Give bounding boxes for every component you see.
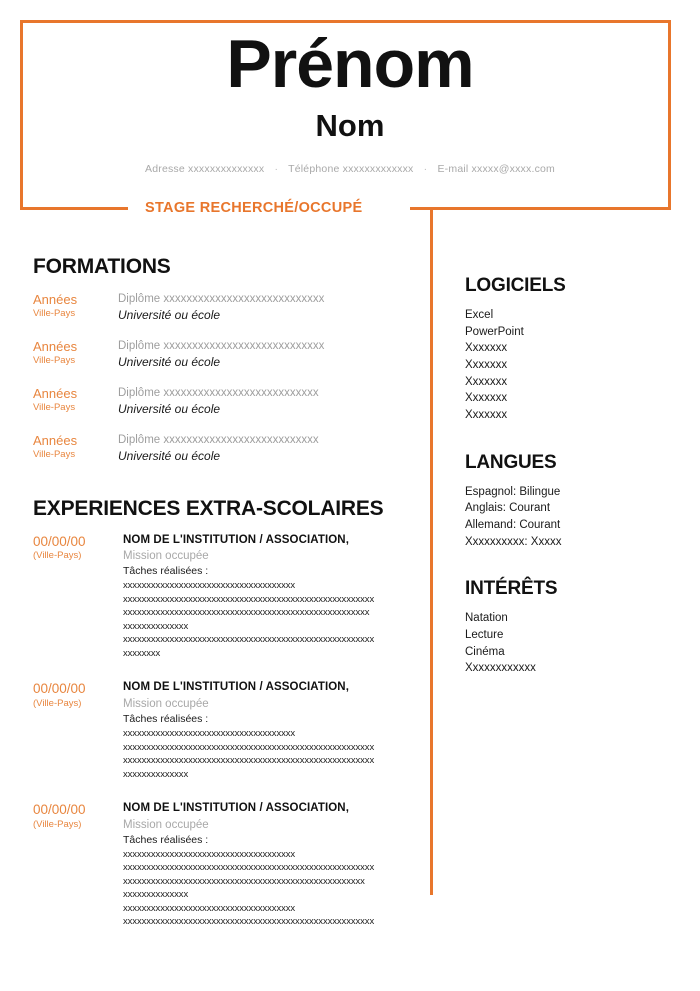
logiciel-item: Xxxxxxx [465,409,508,422]
section-title-langues: LANGUES [465,451,557,473]
formation-school: Université ou école [118,402,221,417]
experience-tasks-label: Tâches réalisées : [123,565,209,578]
interets-list [465,610,680,677]
contact-separator-2: · [423,163,428,175]
formation-school: Université ou école [118,307,221,322]
experience-task-line: xxxxxxxxxxxxxxxxxxxxxxxxxxxxxxxxxxxxxxxxxxxxxxxxxxxxxx [123,755,375,767]
experience-task-line: xxxxxxxxxxxxxxxxxxxxxxxxxxxxxxxxxxxxxxxxxxxxxxxxxxxx [123,875,365,887]
formation-years: Années [33,433,78,449]
experience-date-block [33,801,123,929]
formation-place: Ville-Pays [33,449,76,461]
langue-item: Allemand: Courant [465,519,561,532]
logiciel-item: Xxxxxxx [465,392,508,405]
first-name: Prénom [226,26,474,102]
langues-block [465,452,680,551]
experience-task-line: xxxxxxxxxxxxxxxxxxxxxxxxxxxxxxxxxxxxx [123,848,296,860]
experience-organisation: NOM DE L'INSTITUTION / ASSOCIATION, [123,681,350,694]
formation-degree: Diplôme xxxxxxxxxxxxxxxxxxxxxxxxxxxx [118,293,325,305]
formation-date-block [33,339,118,370]
experience-date: 00/00/00 [33,802,86,817]
contact-line [0,163,700,175]
formation-entry [33,339,423,370]
experience-tasks-label: Tâches réalisées : [123,833,209,846]
langue-item: Xxxxxxxxxx: Xxxxx [465,535,562,548]
experience-mission: Mission occupée [123,818,209,831]
formation-place: Ville-Pays [33,355,76,367]
experience-date-block [33,533,123,661]
formation-years: Années [33,292,78,307]
langues-list [465,484,680,551]
formation-years: Années [33,339,78,355]
section-title-logiciels: LOGICIELS [465,275,566,296]
experience-task-line: xxxxxxxxxxxxxxxxxxxxxxxxxxxxxxxxxxxxxxxxxxxxxxxxxxxxxx [123,593,375,605]
experience-mission: Mission occupée [123,550,209,563]
contact-phone: Téléphone xxxxxxxxxxxxx [288,163,414,175]
experience-task-line: xxxxxxxxxxxxxxxxxxxxxxxxxxxxxxxxxxxxxxxxxxxxxxxxxxxxxx [123,916,375,928]
logiciel-item: PowerPoint [465,325,524,338]
formation-body [118,386,423,417]
experience-entry [33,680,423,781]
experience-task-line: xxxxxxxxxxxxxxxxxxxxxxxxxxxxxxxxxxxxxxxxxxxxxxxxxxxxxx [123,634,375,646]
formation-place: Ville-Pays [33,402,76,414]
logiciel-item: Xxxxxxx [465,359,508,372]
formation-date-block [33,292,118,323]
experience-date: 00/00/00 [33,533,86,549]
headline-target-position: STAGE RECHERCHÉ/OCCUPÉ [145,200,363,216]
experience-body [123,533,423,661]
section-title-formations: FORMATIONS [33,255,171,278]
experience-task-line: xxxxxxxxxxxxxx [123,620,189,632]
experience-date: 00/00/00 [33,681,86,697]
formation-school: Université ou école [118,449,221,464]
formation-degree: Diplôme xxxxxxxxxxxxxxxxxxxxxxxxxxx [118,387,319,400]
interet-item: Cinéma [465,645,505,658]
last-name: Nom [315,108,385,143]
interets-block [465,578,680,677]
experience-task-line: xxxxxxxxxxxxxxxxxxxxxxxxxxxxxxxxxxxxx [123,728,296,740]
logiciel-item: Xxxxxxx [465,342,508,355]
column-divider [430,207,433,895]
experience-task-line: xxxxxxxxxxxxxxxxxxxxxxxxxxxxxxxxxxxxxxxxxxxxxxxxxxxxxx [123,862,375,874]
formation-school: Université ou école [118,355,221,370]
contact-email: E-mail xxxxx@xxxx.com [437,163,555,175]
experience-mission: Mission occupée [123,697,209,710]
experience-task-line: xxxxxxxxxxxxxxxxxxxxxxxxxxxxxxxxxxxxxxxxxxxxxxxxxxxxxx [123,741,375,753]
experience-entry [33,533,423,661]
formation-degree: Diplôme xxxxxxxxxxxxxxxxxxxxxxxxxxx [118,434,319,447]
langue-item: Espagnol: Bilingue [465,485,561,498]
experience-organisation: NOM DE L'INSTITUTION / ASSOCIATION, [123,533,350,546]
interet-item: Natation [465,612,508,625]
right-column [465,275,680,705]
experience-task-line: xxxxxxxxxxxxxxxxxxxxxxxxxxxxxxxxxxxxxxxxxxxxxxxxxxxxx [123,607,370,619]
logiciels-block [465,275,680,424]
section-title-interets: INTÉRÊTS [465,578,558,600]
experiences-list [33,533,423,929]
experience-date-block [33,680,123,781]
experience-body [123,680,423,781]
interet-item: Xxxxxxxxxxxx [465,662,536,675]
experience-place: (Ville-Pays) [33,550,82,562]
experience-task-line: xxxxxxxxxxxxxxxxxxxxxxxxxxxxxxxxxxxxx [123,902,296,914]
experience-place: (Ville-Pays) [33,697,82,709]
formation-date-block [33,386,118,417]
experience-body [123,801,423,929]
contact-address: Adresse xxxxxxxxxxxxxx [145,163,265,175]
formation-body [118,339,423,370]
formation-entry [33,433,423,464]
formation-years: Années [33,386,78,402]
formation-degree: Diplôme xxxxxxxxxxxxxxxxxxxxxxxxxxxx [118,340,325,353]
contact-separator-1: · [274,163,279,175]
experience-organisation: NOM DE L'INSTITUTION / ASSOCIATION, [123,802,350,814]
experience-task-line: xxxxxxxxxxxxxxxxxxxxxxxxxxxxxxxxxxxxx [123,580,296,592]
experience-entry [33,801,423,929]
frame-bottom-right-edge [410,207,671,210]
formations-list [33,292,423,465]
frame-top-edge [20,20,671,23]
experience-task-line: xxxxxxxx [123,647,161,659]
interet-item: Lecture [465,629,504,642]
experience-tasks-label: Tâches réalisées : [123,712,209,725]
experience-task-line: xxxxxxxxxxxxxx [123,768,189,780]
left-column [33,255,423,949]
formation-body [118,292,423,323]
formation-date-block [33,433,118,464]
experience-place: (Ville-Pays) [33,818,82,830]
experience-task-line: xxxxxxxxxxxxxx [123,889,189,901]
formation-place: Ville-Pays [33,307,76,319]
logiciel-item: Excel [465,309,494,321]
langue-item: Anglais: Courant [465,502,551,515]
section-title-experiences: EXPERIENCES EXTRA-SCOLAIRES [33,496,384,520]
frame-bottom-left-edge [20,207,128,210]
formation-body [118,433,423,464]
logiciel-item: Xxxxxxx [465,375,508,388]
formation-entry [33,292,423,323]
logiciels-list [465,307,680,424]
formation-entry [33,386,423,417]
